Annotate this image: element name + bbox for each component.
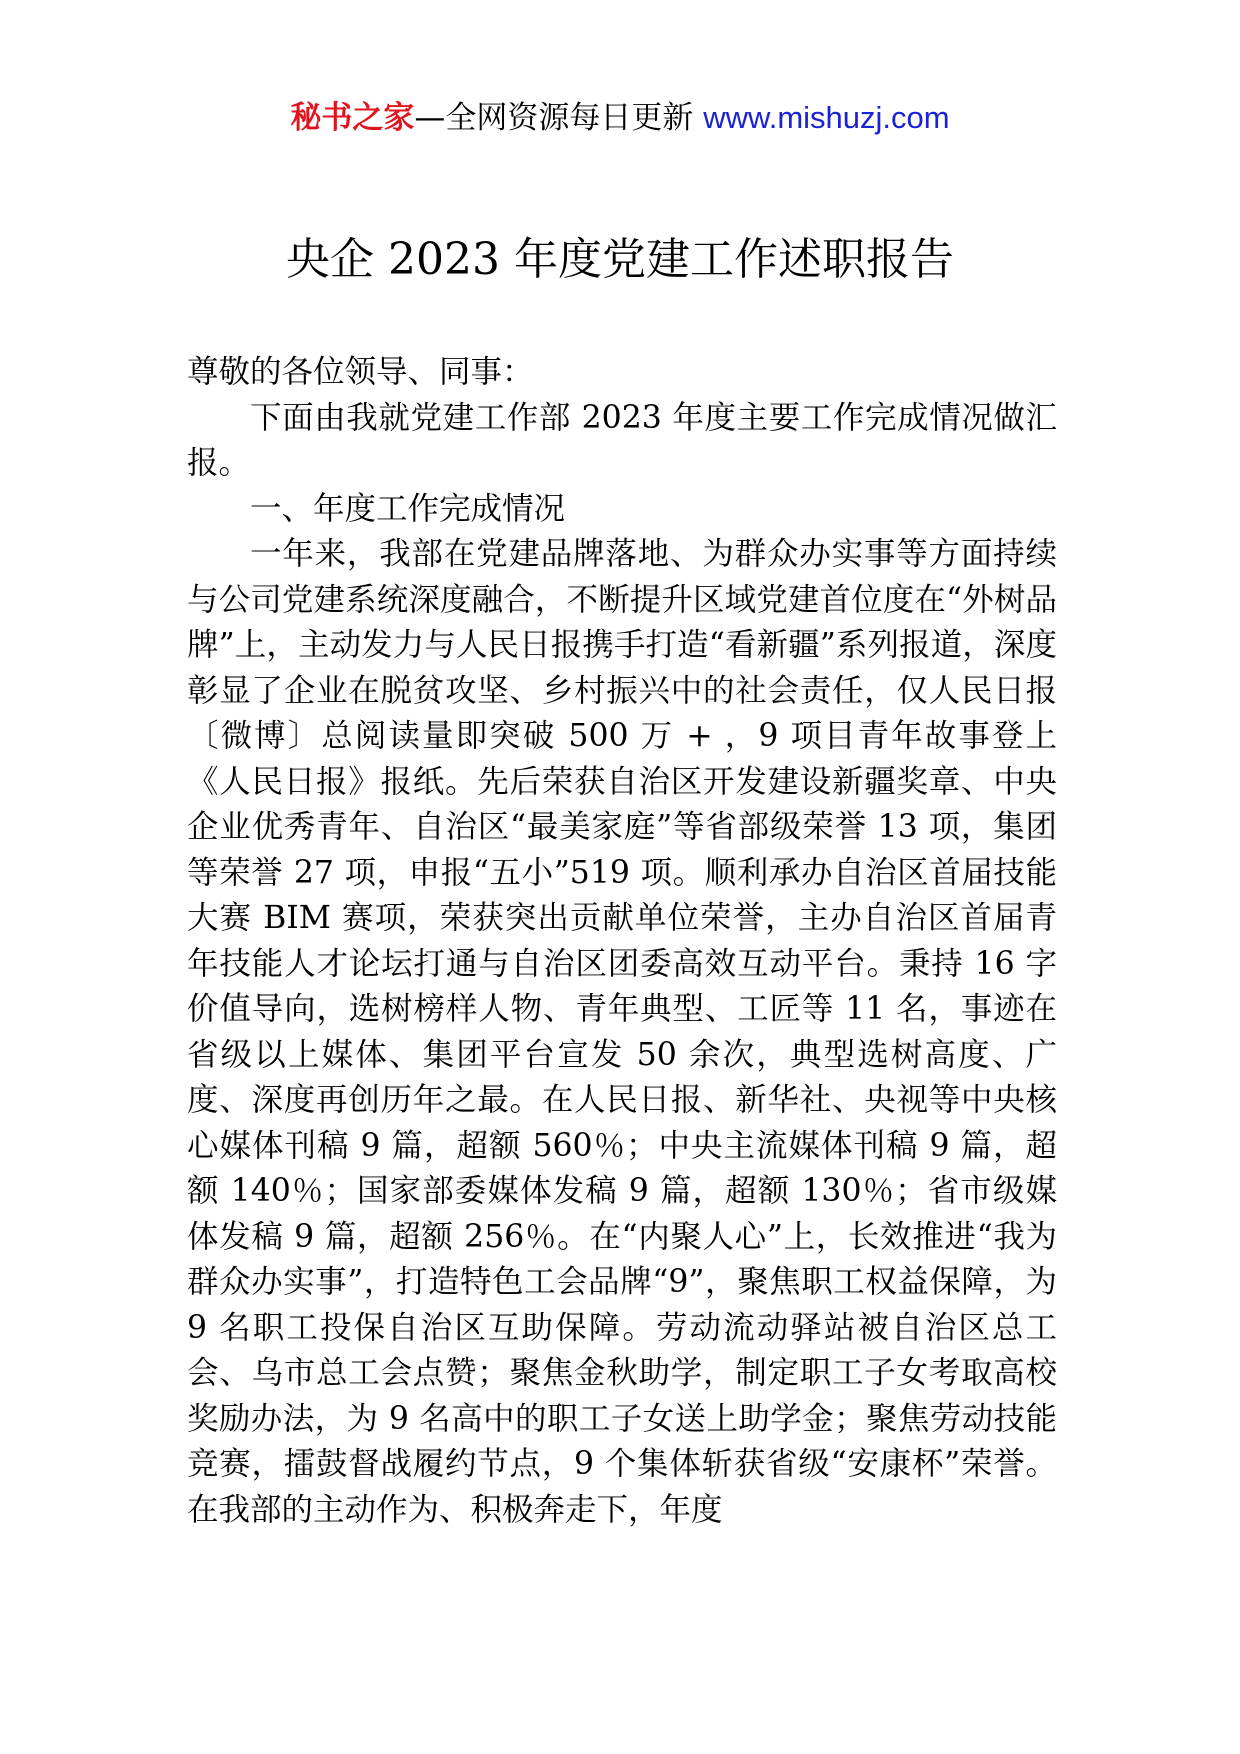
brand-name: 秘书之家	[290, 100, 415, 136]
section-paragraph: 一年来，我部在党建品牌落地、为群众办实事等方面持续与公司党建系统深度融合，不断提升区域党建首位度在“外树品牌”上，主动发力与人民日报携手打造“看新疆”系列报道，深度彰显了企业在脱贫攻坚、乡村振兴中的社会责任，仅人民日报〔微博〕总阅读量即突破 500 万 + ，9 项目青年故事登上《人民日报》报纸。先后荣获自治区开发建设新疆奖章、中央企业优秀青年、自治区“最美家庭”等省部级荣誉 13 项，集团等荣誉 27 项，申报“五小”519 项。顺利承办自治区首届技能大赛 BIM 赛项，荣获突出贡献单位荣誉，主办自治区首届青年技能人才论坛打通与自治区团委高效互动平台。秉持 16 字价值导向，选树榜样人物、青年典型、工匠等 11 名，事迹在省级以上媒体、集团平台宣发 50 余次，典型选树高度、广度、深度再创历年之最。在人民日报、新华社、央视等中央核心媒体刊稿 9 篇，超额 560％；中央主流媒体刊稿 9 篇，超额 140％；国家部委媒体发稿 9 篇，超额 130％；省市级媒体发稿 9 篇，超额 256％。在“内聚人心”上，长效推进“我为群众办实事”，打造特色工会品牌“9”，聚焦职工权益保障，为 9 名职工投保自治区互助保障。劳动流动驿站被自治区总工会、乌市总工会点赞；聚焦金秋助学，制定职工子女考取高校奖励办法，为 9 名高中的职工子女送上助学金；聚焦劳动技能竞赛，擂鼓督战履约节点，9 个集体斩获省级“安康杯”荣誉。在我部的主动作为、积极奔走下，年度	[187, 536, 1057, 1528]
document-body	[187, 350, 1057, 1533]
salutation: 尊敬的各位领导、同事：	[187, 354, 534, 390]
website-link[interactable]: www.mishuzj.com	[703, 100, 950, 135]
section-heading: 一、年度工作完成情况	[250, 490, 566, 527]
header-tagline: —全网资源每日更新	[414, 100, 704, 136]
intro-paragraph: 下面由我就党建工作部 2023 年度主要工作完成情况做汇报。	[187, 399, 1057, 481]
document-title: 央企 2023 年度党建工作述职报告	[286, 234, 954, 285]
site-header	[0, 98, 1240, 138]
